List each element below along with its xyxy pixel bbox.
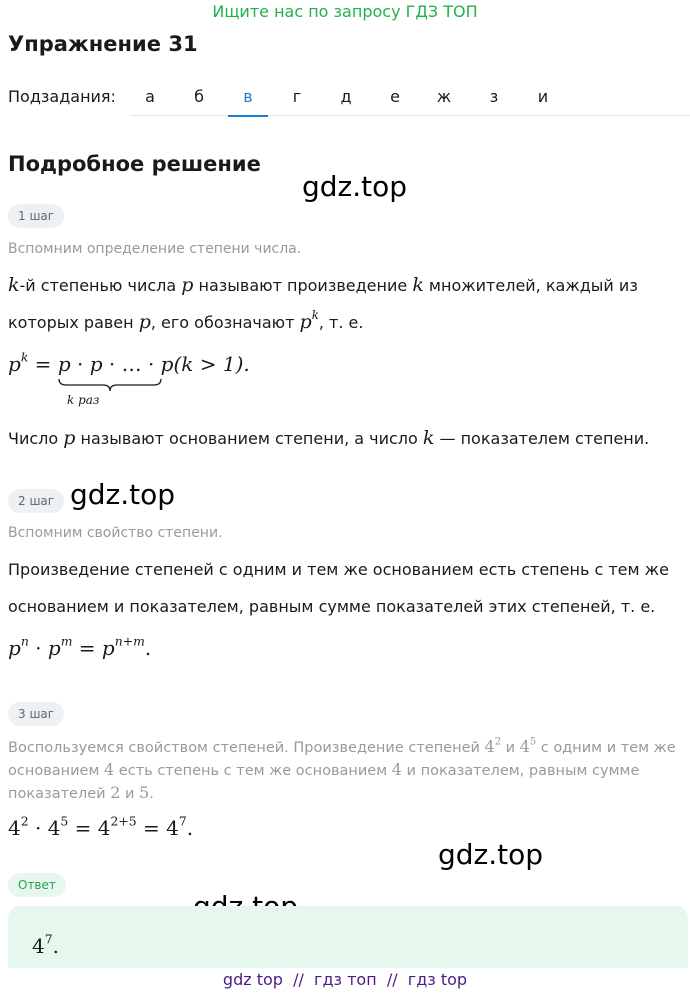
subtasks-label: Подзадания: <box>8 87 116 106</box>
tabs-divider <box>130 115 690 116</box>
footer-links[interactable]: gdz top // гдз топ // гдз top <box>222 970 468 989</box>
step-text: k-й степенью числа p называют произведение k множителей, каждый из <box>8 274 638 296</box>
watermark: gdz.top <box>302 170 408 203</box>
tab-e[interactable]: е <box>390 87 400 106</box>
step-text: которых равен p, его обозначают $p^k$, т. е. <box>8 308 364 333</box>
step-badge: 2 шаг <box>8 489 64 513</box>
tab-i[interactable]: и <box>537 87 549 106</box>
answer-value: $4^7$. <box>32 931 59 958</box>
step-badge: 1 шаг <box>8 204 64 228</box>
answer-badge: Ответ <box>8 873 66 897</box>
step-text: основанием 4 есть степень с тем же основанием 4 и показателем, равным сумме <box>8 760 640 779</box>
step-hint: Вспомним определение степени числа. <box>8 241 302 257</box>
tab-v[interactable]: в <box>228 87 268 117</box>
solution-title: Подробное решение <box>8 152 261 176</box>
underbrace-label: k раз <box>67 393 100 407</box>
step-badge: 3 шаг <box>8 702 64 726</box>
tab-d[interactable]: д <box>340 87 352 106</box>
answer-box <box>8 906 688 968</box>
step-text: Произведение степеней с одним и тем же основанием есть степень с тем же <box>8 560 669 579</box>
underbrace <box>58 378 162 392</box>
formula-power-definition: $p^k = p \cdot p$ · … · p(k > 1). <box>8 349 250 376</box>
tab-z[interactable]: з <box>489 87 499 106</box>
step-text: Воспользуемся свойством степеней. Произведение степеней $4^2$ и $4^5$ с одним и тем же <box>8 736 676 756</box>
tab-a[interactable]: а <box>145 87 155 106</box>
tab-b[interactable]: б <box>194 87 204 106</box>
step-text: основанием и показателем, равным сумме показателей этих степеней, т. е. <box>8 597 656 616</box>
formula-calculation: $4^2 \cdot 4^5 = 4^{2+5} = 4^7$. <box>8 813 194 840</box>
page-title: Упражнение 31 <box>8 32 198 56</box>
step-hint: Вспомним свойство степени. <box>8 525 223 541</box>
watermark: gdz.top <box>70 478 176 511</box>
tab-g[interactable]: г <box>292 87 302 106</box>
tab-zh[interactable]: ж <box>436 87 452 106</box>
step-text: показателей 2 и 5. <box>8 783 154 802</box>
search-banner: Ищите нас по запросу ГДЗ ТОП <box>212 2 478 21</box>
watermark: gdz.top <box>438 838 544 871</box>
step-text: Число p называют основанием степени, а число k — показателем степени. <box>8 427 650 449</box>
formula-power-product: $p^n \cdot p^m = p^{n+m}$. <box>8 633 152 660</box>
